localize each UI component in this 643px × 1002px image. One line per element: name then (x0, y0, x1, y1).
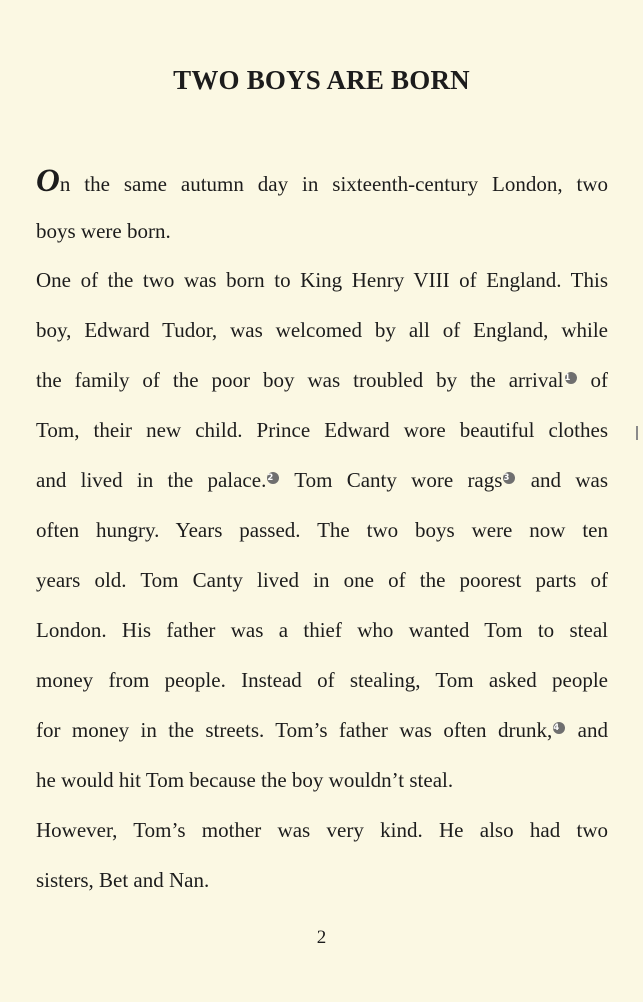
footnote-marker-4[interactable]: 4 (553, 722, 565, 734)
text-line-10: London. His father was a thief who wanted Tom to steal (36, 618, 608, 642)
text-line-3: One of the two was born to King Henry VIII of England. This (36, 268, 608, 292)
footnote-marker-3[interactable]: 3 (503, 472, 515, 484)
drop-cap: O (36, 163, 60, 199)
footnote-marker-1[interactable]: 1 (565, 372, 577, 384)
text-segment: and (566, 718, 608, 742)
text-line-7 (36, 465, 608, 495)
scan-edge-mark (636, 426, 638, 440)
text-line-1 (36, 163, 608, 199)
text-line-11: money from people. Instead of stealing, Tom asked people (36, 668, 608, 692)
text-line-15: sisters, Bet and Nan. (36, 868, 210, 892)
text-line-5 (36, 365, 608, 395)
text-line-12 (36, 715, 608, 745)
text-line-13: he would hit Tom because the boy wouldn’t steal. (36, 768, 454, 792)
text-segment: for money in the streets. Tom’s father was often drunk, (36, 718, 553, 742)
text-segment: the family of the poor boy was troubled by the arrival (36, 368, 564, 392)
text-segment: and was (516, 468, 608, 492)
text-line-4: boy, Edward Tudor, was welcomed by all of England, while (36, 318, 608, 342)
page-number: 2 (316, 927, 327, 948)
text-line-6: Tom, their new child. Prince Edward wore beautiful clothes (36, 418, 608, 442)
footnote-marker-2[interactable]: 2 (267, 472, 279, 484)
text-line-8: often hungry. Years passed. The two boys were now ten (36, 518, 608, 542)
text-line-9: years old. Tom Canty lived in one of the poorest parts of (36, 568, 608, 592)
text-segment: of (577, 368, 608, 392)
text-segment: and lived in the palace. (36, 468, 267, 492)
text-segment: Tom Canty wore rags (280, 468, 503, 492)
text-line-2: boys were born. (36, 219, 171, 243)
text-line-14: However, Tom’s mother was very kind. He also had two (36, 818, 608, 842)
chapter-title: TWO BOYS ARE BORN (173, 65, 470, 95)
text-line-content: n the same autumn day in sixteenth-century London, two (59, 172, 608, 196)
